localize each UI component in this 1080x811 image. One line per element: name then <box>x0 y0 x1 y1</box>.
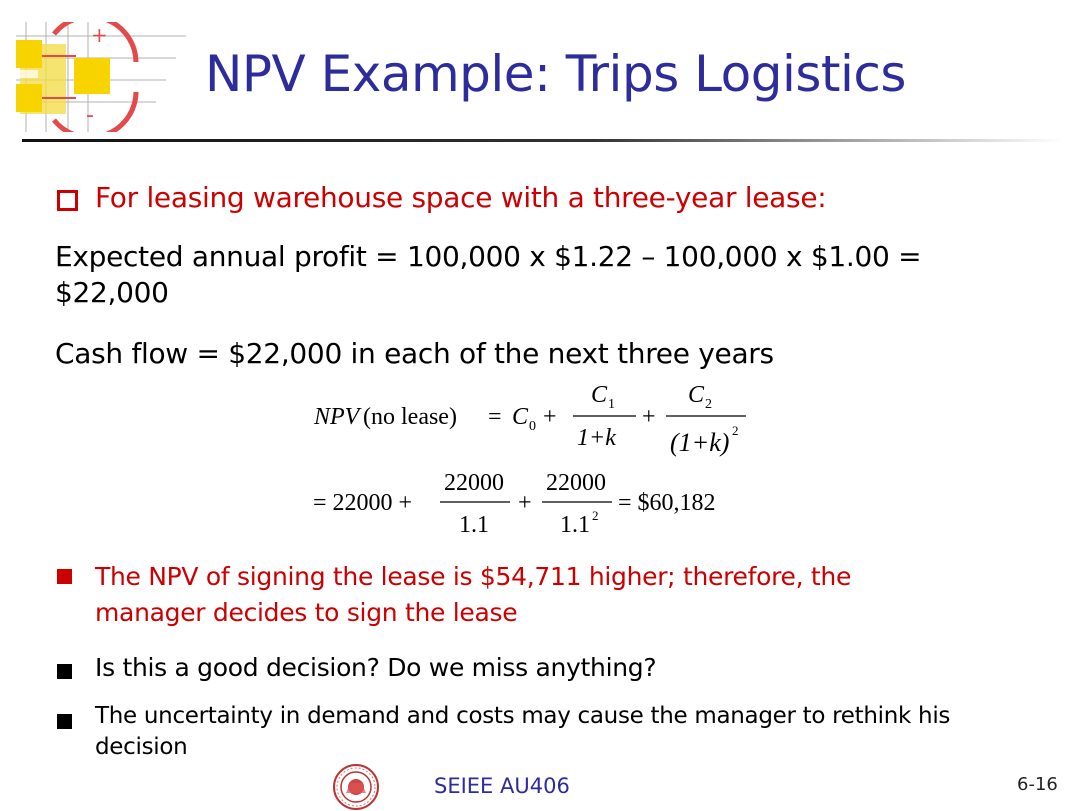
svg-text:-: - <box>86 103 94 128</box>
filled-square-bullet-icon <box>57 569 72 584</box>
cash-flow-line: Cash flow = $22,000 in each of the next three years <box>55 337 774 370</box>
bullet-1-line-1: The NPV of signing the lease is $54,711 higher; therefore, the <box>95 562 852 591</box>
footer-course: SEIEE AU406 <box>434 774 570 798</box>
logo-graphic <box>16 22 186 132</box>
equals-sign: = <box>488 404 502 430</box>
c2-denominator: (1+k) <box>670 428 730 457</box>
c1-denominator: 1+k <box>577 425 616 451</box>
slide-title: NPV Example: Trips Logistics <box>205 45 906 103</box>
numerator-a: 22000 <box>444 470 504 496</box>
c2-subscript: 2 <box>705 397 712 412</box>
filled-square-bullet-icon <box>57 664 72 679</box>
c2-symbol: C <box>688 382 705 408</box>
bullet-3-line-1: The uncertainty in demand and costs may cause the manager to rethink his <box>95 703 951 729</box>
numerator-b: 22000 <box>546 470 606 496</box>
c0-symbol: C <box>512 404 529 430</box>
profit-line-2: $22,000 <box>55 276 169 309</box>
c1-subscript: 1 <box>608 397 615 412</box>
plus-sign-1: + <box>543 404 557 430</box>
bullet-1-line-2: manager decides to sign the lease <box>95 598 518 627</box>
slide-number: 6-16 <box>1017 774 1058 795</box>
hollow-square-bullet-icon <box>57 190 78 211</box>
c0-subscript: 0 <box>529 419 536 434</box>
c1-symbol: C <box>591 382 608 408</box>
profit-line-1: Expected annual profit = 100,000 x $1.22 – 100,000 x $1.00 = <box>55 240 922 273</box>
plus-sign-2: + <box>642 404 656 430</box>
npv-symbol: NPV <box>314 404 360 430</box>
svg-text:+: + <box>91 23 108 47</box>
filled-square-bullet-icon <box>57 714 72 729</box>
c2-exponent: 2 <box>732 423 739 438</box>
bullet-3-line-2: decision <box>95 734 188 760</box>
plus-sign-3: + <box>518 490 532 516</box>
npv-result: = $60,182 <box>618 490 716 516</box>
result-line-lead: = 22000 + <box>313 490 413 516</box>
denominator-b: 1.1 <box>560 512 590 538</box>
denominator-a: 1.1 <box>459 512 489 538</box>
section-heading: For leasing warehouse space with a three-year lease: <box>95 181 827 214</box>
title-divider <box>22 139 1062 142</box>
no-lease-arg: (no lease) <box>363 404 457 430</box>
bullet-2: Is this a good decision? Do we miss anything? <box>95 653 657 682</box>
university-seal-icon <box>332 763 380 811</box>
denominator-b-exponent: 2 <box>592 508 599 523</box>
